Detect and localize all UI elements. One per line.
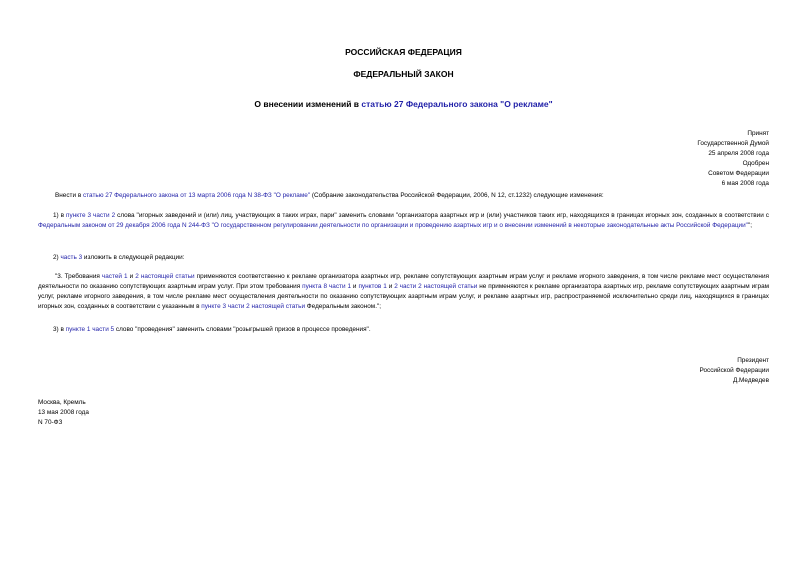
item1-link-1[interactable]: пункте 3 части 2 [66,212,116,219]
quote-link-6[interactable]: пункте 3 части 2 настоящей статьи [201,303,306,310]
item1-link-2[interactable]: Федеральным законом от 29 декабря 2006 года N 244-ФЗ "О государственном регулировании деятельности по организации и проведению азартных игр и о внесении изменений в некоторые законодательные акты Российской Федерации" [38,222,748,229]
signature-line: Д.Медведев [732,377,769,384]
adoption-line: 25 апреля 2008 года [708,150,769,157]
adoption-line: Советом Федерации [708,170,769,177]
text: и [386,283,395,290]
text: Внести в [55,192,83,199]
text: слова "игорных заведений и (или) лиц, участвующих в таких играх, пари" заменить словами "организатора азартных игр и (или) участников таких игр, находящихся в границах игорных зон, созданных в соответствии с [115,212,769,219]
text: изложить в следующей редакции: [82,254,185,261]
adoption-line: Государственной Думой [697,140,769,147]
text: не применяются к рекламе организатора азартных игр, рекламе сопутствующих азартным играм услуг, рекламе игорного заведения, в том числе рекламе мест осуществления деятельности по оказанию сопутствующих азартным играм услуг, и рекламе азартных игр, распространяемой исключительно среди лиц, находящихся в границах игорных зон, созданных в соответствии с указанным в [38,283,770,310]
text: 3) в [53,326,66,333]
adoption-block [697,129,769,189]
item-3-paragraph [38,325,769,335]
doc-type-heading: ФЕДЕРАЛЬНЫЙ ЗАКОН [353,69,454,79]
quote-link-4[interactable]: пунктов 1 [358,283,387,290]
place-date-block [38,398,89,428]
intro-paragraph [38,191,769,201]
text: "; [747,222,752,229]
quote-link-2[interactable]: 2 настоящей статьи [135,273,195,280]
law-title-prefix: О внесении изменений в [254,99,362,109]
adoption-line: Одобрен [742,160,769,167]
quote-paragraph [38,272,769,312]
law-number-line: N 70-ФЗ [38,419,63,426]
text: и [127,273,136,280]
place-line: Москва, Кремль [38,399,86,406]
text: "3. Требования [55,273,102,280]
quote-link-5[interactable]: 2 части 2 настоящей статьи [394,283,478,290]
text: 1) в [53,212,67,219]
law-title-link[interactable]: статью 27 Федерального закона "О рекламе" [361,99,553,109]
item-2-paragraph [38,253,769,263]
quote-link-3[interactable]: пункта 8 части 1 [302,283,352,290]
item3-link[interactable]: пункте 1 части 5 [65,326,115,333]
signature-line: Президент [737,357,769,364]
signature-line: Российской Федерации [699,367,769,374]
article-27-link[interactable]: статью 27 Федерального закона от 13 марта 2006 года N 38-ФЗ "О рекламе" [82,192,311,199]
signature-block [700,356,770,386]
date-line: 13 мая 2008 года [38,409,89,416]
item2-link[interactable]: часть 3 [60,254,83,261]
adoption-line: 6 мая 2008 года [721,180,769,187]
item-1-paragraph [38,211,769,231]
text: 2) [53,254,61,261]
text: Федеральным законом."; [305,303,382,310]
text: (Собрание законодательства Российской Федерации, 2006, N 12, ст.1232) следующие изменения: [310,192,604,199]
adoption-line: Принят [747,130,769,137]
text: применяются соответственно к рекламе организатора азартных игр, рекламе сопутствующих азартным играм услуг и рекламе игорного заведения, в том числе рекламе мест осуществления деятельности по оказанию сопутствующих азартным играм услуг. При этом требования [38,273,769,290]
quote-link-1[interactable]: частей 1 [101,273,128,280]
country-heading: РОССИЙСКАЯ ФЕДЕРАЦИЯ [345,47,462,57]
text: и [351,283,359,290]
text: слово "проведения" заменить словами "розыгрышей призов в процессе проведения". [114,326,371,333]
law-title [0,99,807,109]
